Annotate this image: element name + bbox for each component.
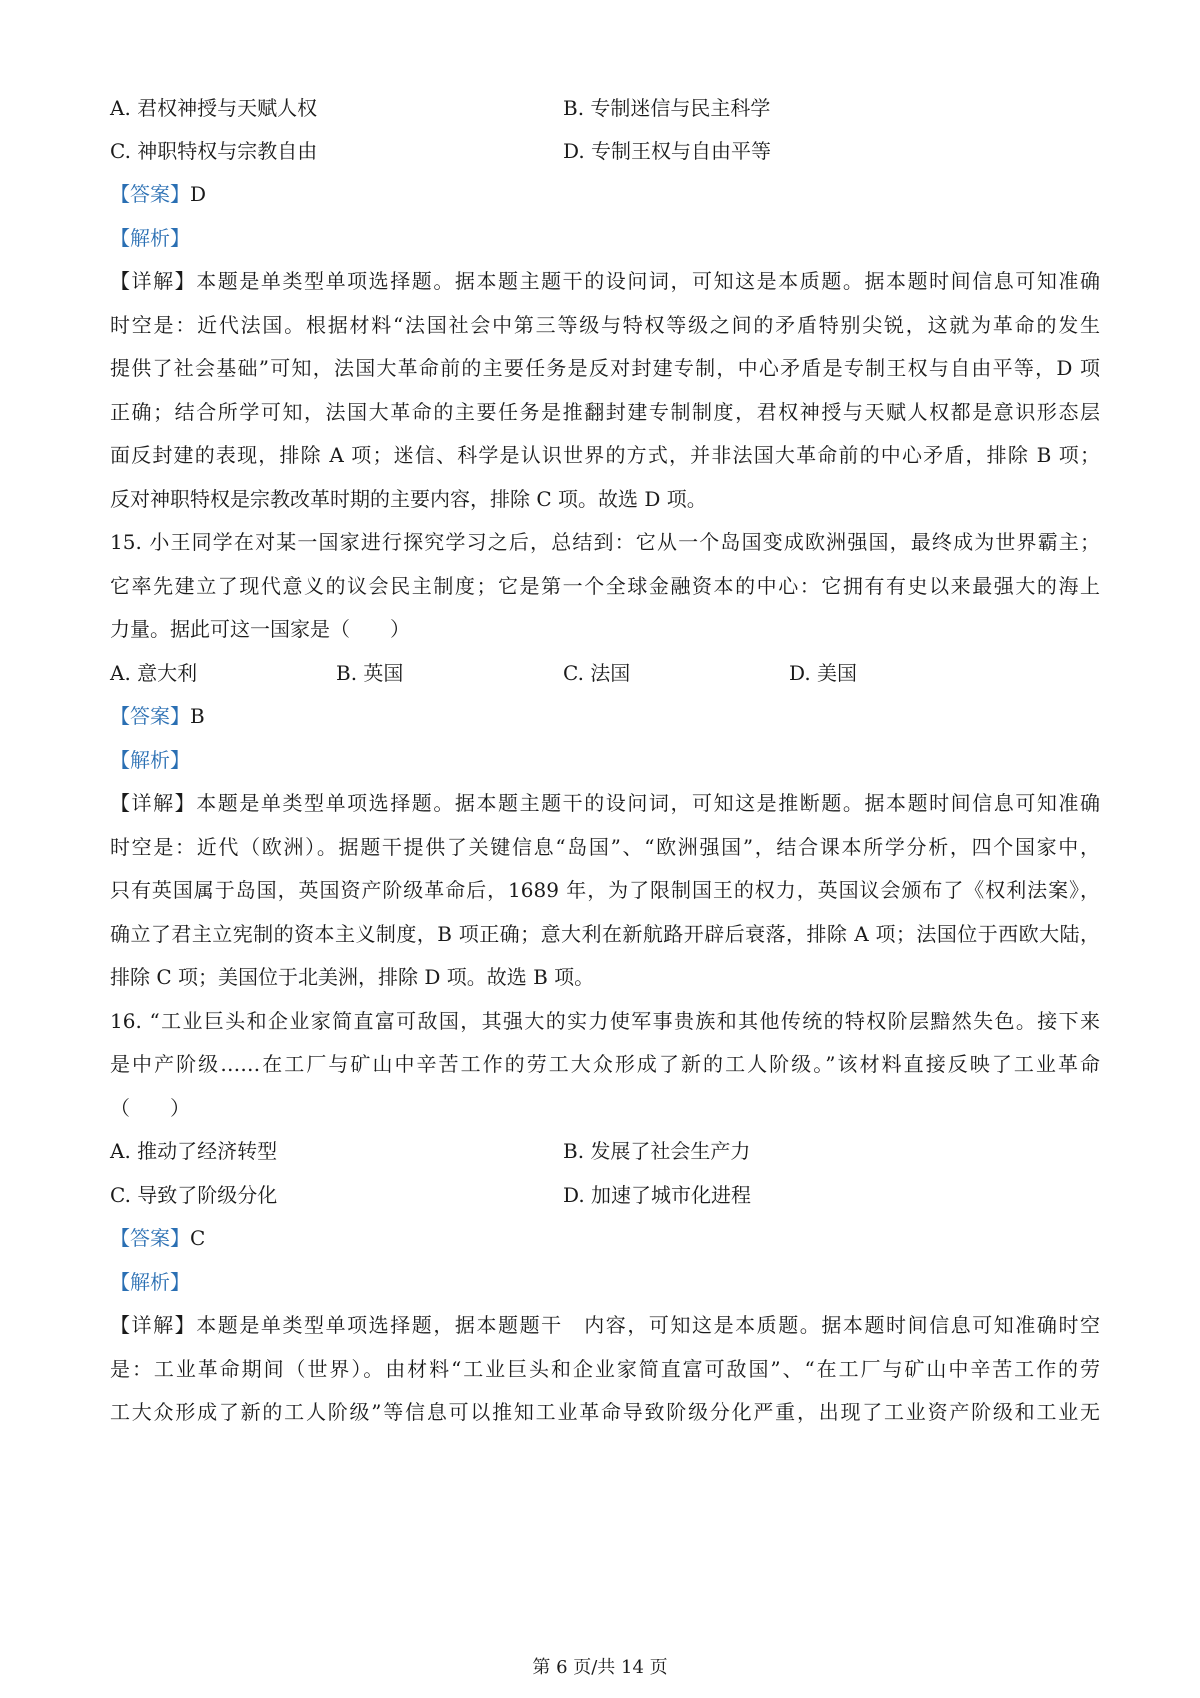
q16-detail-line: 工大众形成了新的工人阶级”等信息可以推知工业革命导致阶级分化严重，出现了工业资产阶级和工业无 bbox=[110, 1400, 1100, 1424]
q15-answer bbox=[110, 702, 1100, 730]
answer-value: B bbox=[190, 704, 205, 728]
answer-tag: 【答案】 bbox=[110, 182, 190, 206]
q16-answer bbox=[110, 1224, 1100, 1252]
detail-tag: 【详解】 bbox=[110, 791, 197, 815]
q14-detail-line: 正确；结合所学可知，法国大革命的主要任务是推翻封建专制制度，君权神授与天赋人权都是意识形态层 bbox=[110, 400, 1100, 424]
q15-detail-line: 时空是：近代（欧洲）。据题干提供了关键信息“岛国”、“欧洲强国”，结合课本所学分析，四个国家中， bbox=[110, 835, 1100, 859]
q15-detail-line: 只有英国属于岛国，英国资产阶级革命后，1689 年，为了限制国王的权力，英国议会颁布了《权利法案》， bbox=[110, 878, 1100, 902]
q14-detail-line: 反对神职特权是宗教改革时期的主要内容，排除 C 项。故选 D 项。 bbox=[110, 487, 707, 511]
q16-option-c: C. 导致了阶级分化 bbox=[110, 1183, 278, 1207]
q15-stem-line: 它率先建立了现代意义的议会民主制度；它是第一个全球金融资本的中心：它拥有有史以来最强大的海上 bbox=[110, 574, 1100, 598]
detail-tag: 【详解】 bbox=[110, 1313, 197, 1337]
q16-detail-line bbox=[110, 1311, 1100, 1339]
q14-detail-line: 提供了社会基础”可知，法国大革命前的主要任务是反对封建专制，中心矛盾是专制王权与自由平等，D 项 bbox=[110, 356, 1100, 380]
answer-value: D bbox=[190, 182, 207, 206]
analysis-tag: 【解析】 bbox=[110, 226, 190, 250]
q14-option-a: A. 君权神授与天赋人权 bbox=[110, 96, 318, 120]
q15-analysis bbox=[110, 746, 1100, 774]
analysis-tag: 【解析】 bbox=[110, 1270, 190, 1294]
detail-text: 本题是单类型单项选择题。据本题主题干的设问词，可知这是推断题。据本题时间信息可知准确 bbox=[196, 791, 1101, 815]
q14-option-d: D. 专制王权与自由平等 bbox=[563, 139, 772, 163]
q16-detail-line: 是：工业革命期间（世界）。由材料“工业巨头和企业家简直富可敌国”、“在工厂与矿山中辛苦工作的劳 bbox=[110, 1357, 1100, 1381]
q14-answer bbox=[110, 180, 1100, 208]
q16-analysis bbox=[110, 1268, 1100, 1296]
q14-option-c: C. 神职特权与宗教自由 bbox=[110, 139, 318, 163]
q15-stem-line: 15. 小王同学在对某一国家进行探究学习之后，总结到：它从一个岛国变成欧洲强国，最终成为世界霸主； bbox=[110, 530, 1100, 554]
page-footer: 第 6 页/共 14 页 bbox=[532, 1657, 668, 1678]
q16-stem-line: 是中产阶级……在工厂与矿山中辛苦工作的劳工大众形成了新的工人阶级。”该材料直接反映了工业革命 bbox=[110, 1052, 1100, 1076]
q16-option-b: B. 发展了社会生产力 bbox=[563, 1139, 751, 1163]
q14-detail-line: 时空是：近代法国。根据材料“法国社会中第三等级与特权等级之间的矛盾特别尖锐，这就为革命的发生 bbox=[110, 313, 1100, 337]
q16-option-a: A. 推动了经济转型 bbox=[110, 1139, 278, 1163]
q15-option-d: D. 美国 bbox=[789, 661, 858, 685]
q16-stem-line: 16. “工业巨头和企业家简直富可敌国，其强大的实力使军事贵族和其他传统的特权阶层黯然失色。接下来 bbox=[110, 1009, 1100, 1033]
answer-value: C bbox=[190, 1226, 206, 1250]
answer-tag: 【答案】 bbox=[110, 704, 190, 728]
q15-option-a: A. 意大利 bbox=[110, 661, 198, 685]
q14-analysis bbox=[110, 224, 1100, 252]
q16-stem-line: （ ） bbox=[110, 1096, 190, 1120]
q15-option-c: C. 法国 bbox=[563, 661, 631, 685]
detail-tag: 【详解】 bbox=[110, 269, 197, 293]
detail-text: 本题是单类型单项选择题。据本题主题干的设问词，可知这是本质题。据本题时间信息可知准确 bbox=[196, 269, 1101, 293]
q14-detail-line bbox=[110, 267, 1100, 295]
q14-option-b: B. 专制迷信与民主科学 bbox=[563, 96, 771, 120]
q14-detail-line: 面反封建的表现，排除 A 项；迷信、科学是认识世界的方式，并非法国大革命前的中心矛盾，排除 B 项； bbox=[110, 443, 1100, 467]
q16-option-d: D. 加速了城市化进程 bbox=[563, 1183, 752, 1207]
q15-detail-line: 确立了君主立宪制的资本主义制度，B 项正确；意大利在新航路开辟后衰落，排除 A 项；法国位于西欧大陆， bbox=[110, 922, 1100, 946]
q15-detail-line bbox=[110, 789, 1100, 817]
q15-stem-line: 力量。据此可这一国家是（ ） bbox=[110, 617, 410, 641]
answer-tag: 【答案】 bbox=[110, 1226, 190, 1250]
analysis-tag: 【解析】 bbox=[110, 748, 190, 772]
q15-option-b: B. 英国 bbox=[336, 661, 404, 685]
q15-detail-line: 排除 C 项；美国位于北美洲，排除 D 项。故选 B 项。 bbox=[110, 965, 595, 989]
detail-text: 本题是单类型单项选择题，据本题题干 内容，可知这是本质题。据本题时间信息可知准确时空 bbox=[196, 1313, 1101, 1337]
